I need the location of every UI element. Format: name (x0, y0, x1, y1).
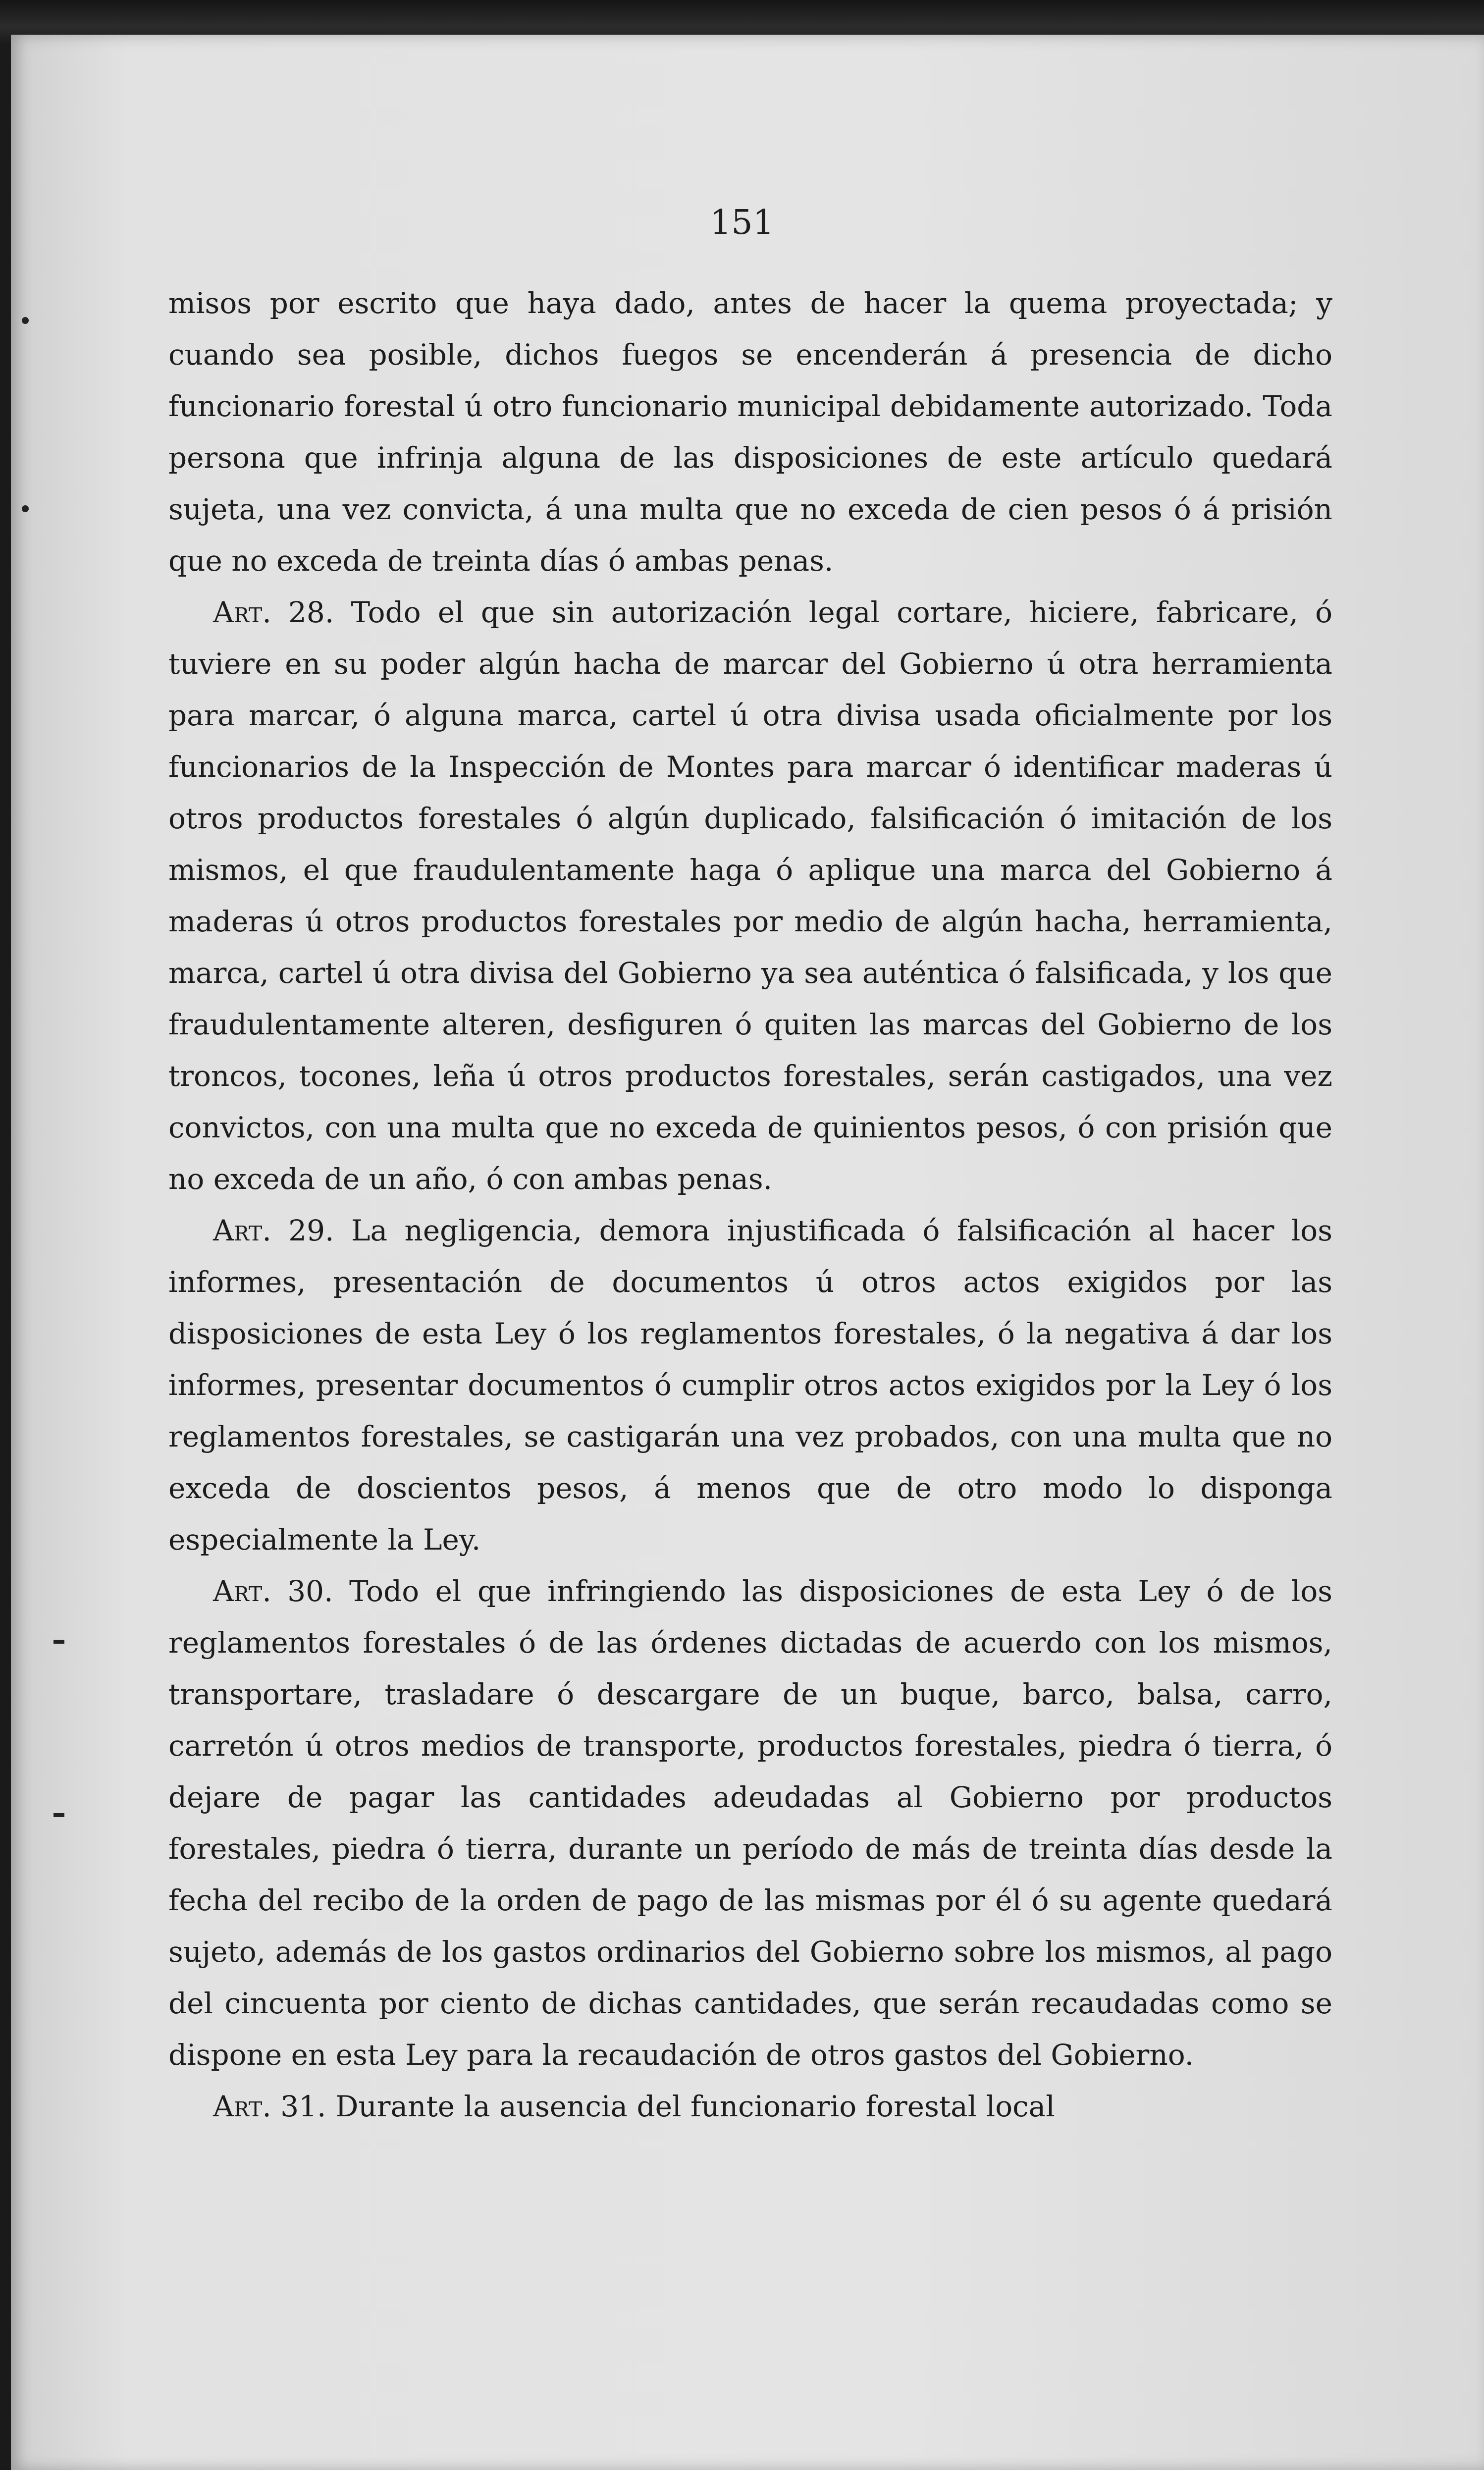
article-label: Art. 28. (213, 595, 334, 629)
margin-mark (22, 505, 29, 512)
margin-mark (22, 317, 29, 324)
article-text: Durante la ausencia del funcionario forestal local (335, 2090, 1055, 2123)
paragraph-text: misos por escrito que haya dado, antes de hacer la quema proyectada; y cuando sea posible, dichos fuegos se encenderán á presencia de dicho funcionario forestal ú otro funcionario municipal debidamente autorizado. Toda persona que infrinja alguna de las disposiciones de este artículo quedará sujeta, una vez convicta, á una multa que no exceda de cien pesos ó á prisión que no exceda de treinta días ó ambas penas. (168, 286, 1332, 578)
article-text: Todo el que infringiendo las disposiciones de esta Ley ó de los reglamentos forestales ó de las órdenes dictadas de acuerdo con los mismos, transportare, trasladare ó descargare de un buque, barco, balsa, carro, carretón ú otros medios de transporte, productos forestales, piedra ó tierra, ó dejare de pagar las cantidades adeudadas al Gobierno por productos forestales, piedra ó tierra, durante un período de más de treinta días desde la fecha del recibo de la orden de pago de las mismas por él ó su agente quedará sujeto, además de los gastos ordinarios del Gobierno sobre los mismos, al pago del cincuenta por ciento de dichas cantidades, que serán recaudadas como se dispone en esta Ley para la recaudación de otros gastos del Gobierno. (168, 1574, 1333, 2072)
article-31 (168, 2081, 1332, 2132)
article-label: Art. 31. (213, 2090, 326, 2123)
article-label: Art. 30. (213, 1574, 333, 1608)
paragraph-continuation (168, 277, 1332, 587)
article-30 (168, 1565, 1332, 2081)
article-text: La negligencia, demora injustificada ó falsificación al hacer los informes, presentación de documentos ú otros actos exigidos por las disposiciones de esta Ley ó los reglamentos forestales, ó la negativa á dar los informes, presentar documentos ó cumplir otros actos exigidos por la Ley ó los reglamentos forestales, se castigarán una vez probados, con una multa que no exceda de doscientos pesos, á menos que de otro modo lo disponga especialmente la Ley. (168, 1214, 1332, 1557)
article-28 (168, 587, 1332, 1205)
article-29 (168, 1205, 1332, 1565)
article-label: Art. 29. (213, 1214, 334, 1247)
margin-mark (53, 1640, 64, 1644)
body-text (168, 277, 1332, 2132)
page-number: 151 (710, 203, 774, 242)
article-text: Todo el que sin autorización legal cortare, hiciere, fabricare, ó tuviere en su poder algún hacha de marcar del Gobierno ú otra herramienta para marcar, ó alguna marca, cartel ú otra divisa usada oficialmente por los funcionarios de la Inspección de Montes para marcar ó identificar maderas ú otros productos forestales ó algún duplicado, falsificación ó imitación de los mismos, el que fraudulentamente haga ó aplique una marca del Gobierno á maderas ú otros productos forestales por medio de algún hacha, herramienta, marca, cartel ú otra divisa del Gobierno ya sea auténtica ó falsificada, y los que fraudulentamente alteren, desfiguren ó quiten las marcas del Gobierno de los troncos, tocones, leña ú otros productos forestales, serán castigados, una vez convictos, con una multa que no exceda de quinientos pesos, ó con prisión que no exceda de un año, ó con ambas penas. (168, 595, 1333, 1196)
margin-mark (53, 1813, 64, 1817)
